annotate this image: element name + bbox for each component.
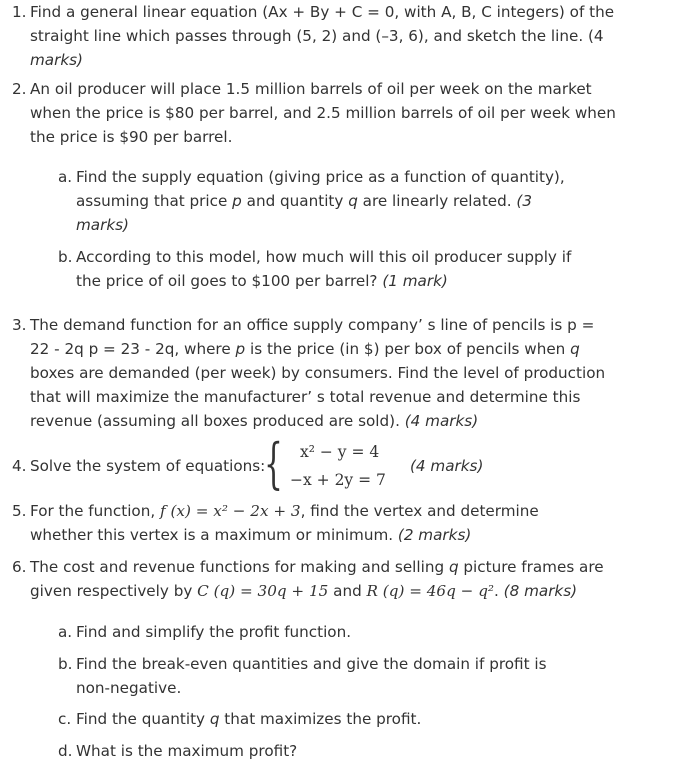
sub-letter: a. bbox=[58, 623, 73, 641]
marks-label: (4 marks) bbox=[410, 457, 484, 475]
text-line: non-negative. bbox=[76, 679, 182, 697]
text-line: straight line which passes through (5, 2) and (–3, 6), and sketch the line. (4 bbox=[30, 27, 604, 45]
question-number: 6. bbox=[12, 558, 27, 576]
revenue-function: R (q) = 46q − q² bbox=[366, 582, 495, 600]
text-line: assuming that price p and quantity q are linearly related. (3 bbox=[76, 192, 533, 210]
marks-label: marks) bbox=[30, 51, 83, 69]
text-line: An oil producer will place 1.5 million barrels of oil per week on the market bbox=[30, 80, 592, 98]
function-expression: f (x) = x² − 2x + 3 bbox=[160, 502, 301, 520]
question-text bbox=[30, 555, 680, 603]
question-number: 3. bbox=[12, 316, 27, 334]
text-line: Solve the system of equations: bbox=[30, 457, 266, 475]
marks-label: marks) bbox=[76, 216, 129, 234]
sub-letter: b. bbox=[58, 248, 73, 266]
text-line: According to this model, how much will this oil producer supply if bbox=[76, 248, 572, 266]
question-text bbox=[30, 499, 680, 547]
system-brace: { bbox=[264, 432, 283, 495]
text-line: For the function, f (x) = x² − 2x + 3, find the vertex and determine bbox=[30, 502, 539, 520]
question-number: 2. bbox=[12, 80, 27, 98]
system-equation-2: −x + 2y = 7 bbox=[290, 471, 386, 489]
question-text bbox=[76, 165, 681, 237]
text-line: that will maximize the manufacturer’ s total revenue and determine this bbox=[30, 388, 581, 406]
text-line: Find the supply equation (giving price as a function of quantity), bbox=[76, 168, 565, 186]
text-line: the price is $90 per barrel. bbox=[30, 128, 233, 146]
marks-label: (2 marks) bbox=[397, 526, 472, 544]
text-line: the price of oil goes to $100 per barrel? (1 mark) bbox=[76, 272, 448, 290]
sub-letter: b. bbox=[58, 655, 73, 673]
sub-letter: a. bbox=[58, 168, 73, 186]
marks-label: (3 bbox=[516, 192, 533, 210]
marks-label: (1 mark) bbox=[382, 272, 448, 290]
question-number: 1. bbox=[12, 3, 27, 21]
question-text bbox=[30, 313, 680, 433]
question-text bbox=[76, 245, 681, 293]
sub-letter: d. bbox=[58, 742, 73, 760]
text-line: whether this vertex is a maximum or minimum. (2 marks) bbox=[30, 526, 472, 544]
text-line: revenue (assuming all boxes produced are sold). (4 marks) bbox=[30, 412, 479, 430]
question-text bbox=[30, 0, 680, 72]
text-line: What is the maximum profit? bbox=[76, 742, 298, 760]
text-line: The cost and revenue functions for making and selling q picture frames are bbox=[30, 558, 604, 576]
marks-label: (8 marks) bbox=[503, 582, 578, 600]
text-line: Find a general linear equation (Ax + By + C = 0, with A, B, C integers) of the bbox=[30, 3, 615, 21]
question-text bbox=[30, 77, 680, 149]
sub-letter: c. bbox=[58, 710, 72, 728]
text-line: 22 - 2q p = 23 - 2q, where p is the price (in $) per box of pencils when q bbox=[30, 340, 580, 358]
text-line: when the price is $80 per barrel, and 2.5 million barrels of oil per week when bbox=[30, 104, 616, 122]
text-line: Find and simplify the profit function. bbox=[76, 623, 352, 641]
text-line: The demand function for an office supply company’ s line of pencils is p = bbox=[30, 316, 595, 334]
system-equation-1: x² − y = 4 bbox=[300, 443, 380, 461]
text-line: Find the quantity q that maximizes the profit. bbox=[76, 710, 422, 728]
text-line: given respectively by C (q) = 30q + 15 and R (q) = 46q − q². (8 marks) bbox=[30, 582, 578, 600]
text-line: boxes are demanded (per week) by consumers. Find the level of production bbox=[30, 364, 606, 382]
question-number: 5. bbox=[12, 502, 27, 520]
marks-label: (4 marks) bbox=[404, 412, 479, 430]
question-number: 4. bbox=[12, 457, 27, 475]
cost-function: C (q) = 30q + 15 bbox=[197, 582, 329, 600]
text-line: Find the break-even quantities and give the domain if profit is bbox=[76, 655, 547, 673]
